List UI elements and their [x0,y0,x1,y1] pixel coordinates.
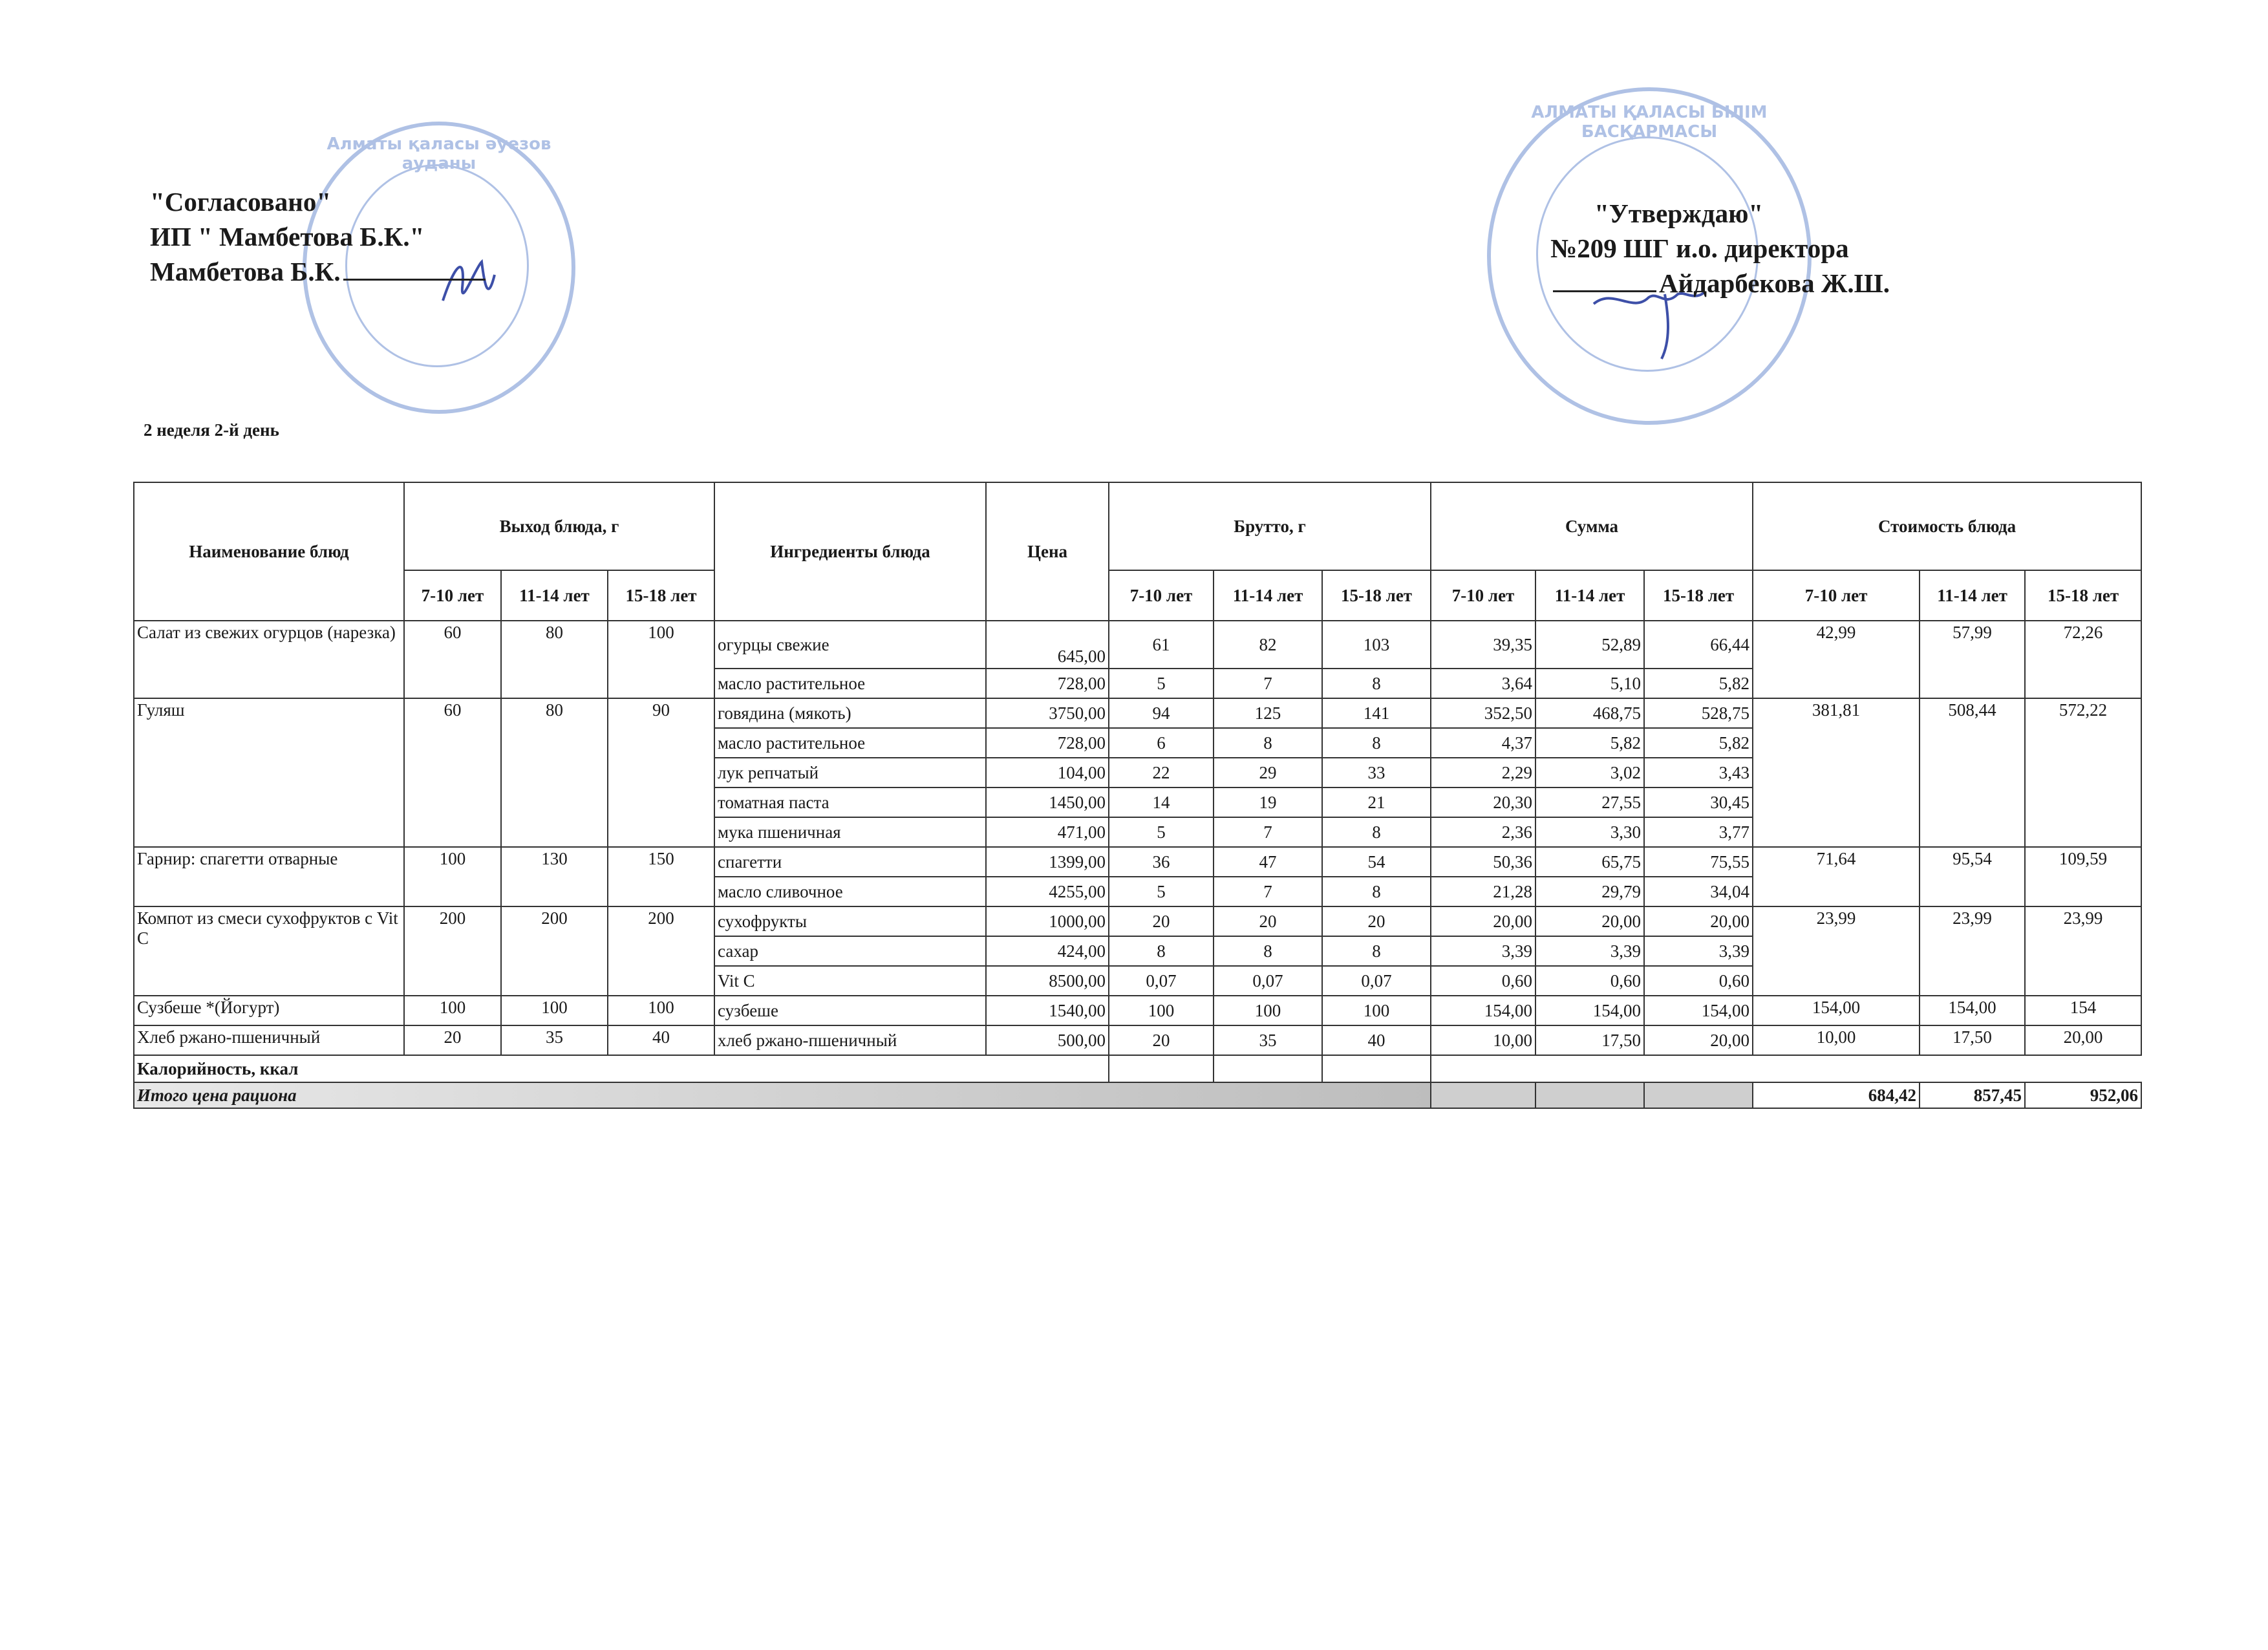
header-ingredients: Ингредиенты блюда [714,482,986,621]
agreement-block [150,184,488,289]
sum-cell: 3,64 [1431,669,1535,698]
sum-cell: 34,04 [1644,877,1753,906]
sum-cell: 3,39 [1535,936,1644,966]
cost-cell: 23,99 [2025,906,2141,996]
sum-cell: 65,75 [1535,847,1644,877]
header-cost: Стоимость блюда [1753,482,2141,570]
brutto-cell: 100 [1109,996,1214,1025]
approval-position: №209 ШГ и.о. директора [1550,233,1849,263]
sum-cell: 352,50 [1431,698,1535,728]
sum-cell: 3,30 [1535,817,1644,847]
sum-cell: 27,55 [1535,788,1644,817]
ingredient-name-cell: сузбеше [714,996,986,1025]
header-age: 11-14 лет [1920,570,2025,621]
sum-cell: 29,79 [1535,877,1644,906]
yield-cell: 80 [501,698,608,847]
approval-block [1550,196,1890,301]
sum-cell: 52,89 [1535,621,1644,669]
cost-cell: 57,99 [1920,621,2025,698]
approval-title: "Утверждаю" [1594,198,1764,228]
agreement-company: ИП " Мамбетова Б.К." [150,222,425,252]
brutto-cell: 8 [1322,877,1431,906]
sum-cell: 0,60 [1535,966,1644,996]
calories-empty [1431,1055,2141,1082]
ingredient-name-cell: томатная паста [714,788,986,817]
yield-cell: 150 [608,847,714,906]
brutto-cell: 7 [1214,817,1322,847]
brutto-cell: 6 [1109,728,1214,758]
cost-cell: 109,59 [2025,847,2141,906]
cost-cell: 572,22 [2025,698,2141,847]
ingredient-name-cell: мука пшеничная [714,817,986,847]
yield-cell: 100 [404,996,501,1025]
brutto-cell: 61 [1109,621,1214,669]
brutto-cell: 20 [1109,1025,1214,1055]
price-cell: 500,00 [986,1025,1109,1055]
header-age: 15-18 лет [1322,570,1431,621]
brutto-cell: 8 [1214,728,1322,758]
yield-cell: 100 [404,847,501,906]
calories-label: Калорийность, ккал [134,1055,1109,1082]
cost-cell: 71,64 [1753,847,1920,906]
price-cell: 3750,00 [986,698,1109,728]
total-label: Итого цена рациона [134,1082,1431,1108]
sum-cell: 3,77 [1644,817,1753,847]
price-cell: 104,00 [986,758,1109,788]
brutto-cell: 33 [1322,758,1431,788]
total-value: 857,45 [1920,1082,2025,1108]
brutto-cell: 7 [1214,877,1322,906]
calories-row [134,1055,2141,1082]
menu-table [133,482,2142,1109]
dish-name-cell: Сузбеше *(Йогурт) [134,996,404,1025]
brutto-cell: 8 [1322,728,1431,758]
brutto-cell: 125 [1214,698,1322,728]
sum-cell: 154,00 [1431,996,1535,1025]
header-sum: Сумма [1431,482,1753,570]
brutto-cell: 29 [1214,758,1322,788]
price-cell: 424,00 [986,936,1109,966]
ingredient-name-cell: Vit C [714,966,986,996]
total-empty [1535,1082,1644,1108]
sum-cell: 3,39 [1431,936,1535,966]
cost-cell: 508,44 [1920,698,2025,847]
yield-cell: 100 [608,621,714,698]
sum-cell: 20,30 [1431,788,1535,817]
ingredient-name-cell: сахар [714,936,986,966]
yield-cell: 35 [501,1025,608,1055]
dish-name-cell: Компот из смеси сухофруктов с Vit C [134,906,404,996]
price-cell: 1399,00 [986,847,1109,877]
brutto-cell: 5 [1109,669,1214,698]
price-cell: 728,00 [986,728,1109,758]
brutto-cell: 22 [1109,758,1214,788]
sum-cell: 5,82 [1535,728,1644,758]
price-cell: 4255,00 [986,877,1109,906]
header-price: Цена [986,482,1109,621]
sum-cell: 17,50 [1535,1025,1644,1055]
price-cell: 471,00 [986,817,1109,847]
brutto-cell: 82 [1214,621,1322,669]
header-age: 7-10 лет [1109,570,1214,621]
brutto-cell: 103 [1322,621,1431,669]
calories-cell [1214,1055,1322,1082]
signature-line [1553,290,1656,292]
header-brutto: Брутто, г [1109,482,1431,570]
yield-cell: 20 [404,1025,501,1055]
price-cell: 8500,00 [986,966,1109,996]
table-row [134,698,2141,728]
brutto-cell: 0,07 [1322,966,1431,996]
sum-cell: 2,29 [1431,758,1535,788]
stamp-right-text: АЛМАТЫ ҚАЛАСЫ БІЛІМ БАСҚАРМАСЫ [1531,103,1768,142]
ingredient-name-cell: сухофрукты [714,906,986,936]
table-row [134,847,2141,877]
calories-cell [1109,1055,1214,1082]
header-age: 7-10 лет [1753,570,1920,621]
header-age: 11-14 лет [501,570,608,621]
sum-cell: 5,82 [1644,728,1753,758]
ingredient-name-cell: говядина (мякоть) [714,698,986,728]
yield-cell: 200 [404,906,501,996]
sum-cell: 0,60 [1431,966,1535,996]
cost-cell: 95,54 [1920,847,2025,906]
cost-cell: 154,00 [1920,996,2025,1025]
brutto-cell: 40 [1322,1025,1431,1055]
cost-cell: 381,81 [1753,698,1920,847]
brutto-cell: 94 [1109,698,1214,728]
cost-cell: 20,00 [2025,1025,2141,1055]
agreement-title: "Согласовано" [150,187,332,217]
total-value: 952,06 [2025,1082,2141,1108]
header-age: 15-18 лет [1644,570,1753,621]
table-row [134,996,2141,1025]
cost-cell: 154,00 [1753,996,1920,1025]
cost-cell: 42,99 [1753,621,1920,698]
ingredient-name-cell: хлеб ржано-пшеничный [714,1025,986,1055]
dish-name-cell: Гуляш [134,698,404,847]
brutto-cell: 21 [1322,788,1431,817]
total-row [134,1082,2141,1108]
ingredient-name-cell: масло растительное [714,728,986,758]
calories-cell [1322,1055,1431,1082]
header-age: 15-18 лет [2025,570,2141,621]
sum-cell: 20,00 [1535,906,1644,936]
dish-name-cell: Хлеб ржано-пшеничный [134,1025,404,1055]
total-value: 684,42 [1753,1082,1920,1108]
sum-cell: 468,75 [1535,698,1644,728]
ingredient-name-cell: лук репчатый [714,758,986,788]
sum-cell: 4,37 [1431,728,1535,758]
sum-cell: 30,45 [1644,788,1753,817]
sum-cell: 20,00 [1644,906,1753,936]
sum-cell: 0,60 [1644,966,1753,996]
yield-cell: 100 [608,996,714,1025]
menu-day-title: 2 неделя 2-й день [144,420,279,440]
dish-name-cell: Гарнир: спагетти отварные [134,847,404,906]
brutto-cell: 8 [1109,936,1214,966]
sum-cell: 3,43 [1644,758,1753,788]
yield-cell: 60 [404,621,501,698]
signature-line [343,279,486,281]
stamp-left-text: Алматы қаласы әуезов ауданы [326,134,551,173]
brutto-cell: 19 [1214,788,1322,817]
brutto-cell: 47 [1214,847,1322,877]
sum-cell: 3,02 [1535,758,1644,788]
yield-cell: 100 [501,996,608,1025]
ingredient-name-cell: спагетти [714,847,986,877]
table-row [134,621,2141,669]
sum-cell: 66,44 [1644,621,1753,669]
menu-body [134,621,2141,1055]
sum-cell: 154,00 [1535,996,1644,1025]
brutto-cell: 35 [1214,1025,1322,1055]
brutto-cell: 7 [1214,669,1322,698]
header-age: 15-18 лет [608,570,714,621]
dish-name-cell: Салат из свежих огурцов (нарезка) [134,621,404,698]
header-age: 11-14 лет [1214,570,1322,621]
sum-cell: 20,00 [1431,906,1535,936]
yield-cell: 80 [501,621,608,698]
brutto-cell: 8 [1322,669,1431,698]
agreement-signer: Мамбетова Б.К. [150,254,488,289]
brutto-cell: 54 [1322,847,1431,877]
total-empty [1644,1082,1753,1108]
sum-cell: 154,00 [1644,996,1753,1025]
sum-cell: 5,10 [1535,669,1644,698]
cost-cell: 154 [2025,996,2141,1025]
yield-cell: 130 [501,847,608,906]
cost-cell: 23,99 [1753,906,1920,996]
header-dish-name: Наименование блюд [134,482,404,621]
header-yield: Выход блюда, г [404,482,714,570]
cost-cell: 72,26 [2025,621,2141,698]
price-cell: 1000,00 [986,906,1109,936]
header-age: 11-14 лет [1535,570,1644,621]
brutto-cell: 8 [1322,817,1431,847]
brutto-cell: 141 [1322,698,1431,728]
brutto-cell: 5 [1109,877,1214,906]
brutto-cell: 20 [1214,906,1322,936]
brutto-cell: 0,07 [1109,966,1214,996]
cost-cell: 10,00 [1753,1025,1920,1055]
sum-cell: 2,36 [1431,817,1535,847]
header-age: 7-10 лет [1431,570,1535,621]
table-row [134,1025,2141,1055]
brutto-cell: 20 [1322,906,1431,936]
sum-cell: 21,28 [1431,877,1535,906]
total-empty [1431,1082,1535,1108]
sum-cell: 50,36 [1431,847,1535,877]
brutto-cell: 8 [1214,936,1322,966]
ingredient-name-cell: масло растительное [714,669,986,698]
price-cell: 728,00 [986,669,1109,698]
price-cell: 1540,00 [986,996,1109,1025]
yield-cell: 40 [608,1025,714,1055]
brutto-cell: 5 [1109,817,1214,847]
sum-cell: 3,39 [1644,936,1753,966]
sum-cell: 20,00 [1644,1025,1753,1055]
yield-cell: 200 [501,906,608,996]
brutto-cell: 8 [1322,936,1431,966]
brutto-cell: 0,07 [1214,966,1322,996]
sum-cell: 75,55 [1644,847,1753,877]
sum-cell: 10,00 [1431,1025,1535,1055]
price-cell: 645,00 [986,621,1109,669]
sum-cell: 39,35 [1431,621,1535,669]
brutto-cell: 36 [1109,847,1214,877]
cost-cell: 17,50 [1920,1025,2025,1055]
sum-cell: 528,75 [1644,698,1753,728]
brutto-cell: 100 [1322,996,1431,1025]
cost-cell: 23,99 [1920,906,2025,996]
brutto-cell: 100 [1214,996,1322,1025]
ingredient-name-cell: масло сливочное [714,877,986,906]
price-cell: 1450,00 [986,788,1109,817]
yield-cell: 200 [608,906,714,996]
header-age: 7-10 лет [404,570,501,621]
approval-signer: Айдарбекова Ж.Ш. [1550,266,1890,301]
yield-cell: 60 [404,698,501,847]
yield-cell: 90 [608,698,714,847]
table-row [134,906,2141,936]
sum-cell: 5,82 [1644,669,1753,698]
ingredient-name-cell: огурцы свежие [714,621,986,669]
brutto-cell: 20 [1109,906,1214,936]
brutto-cell: 14 [1109,788,1214,817]
